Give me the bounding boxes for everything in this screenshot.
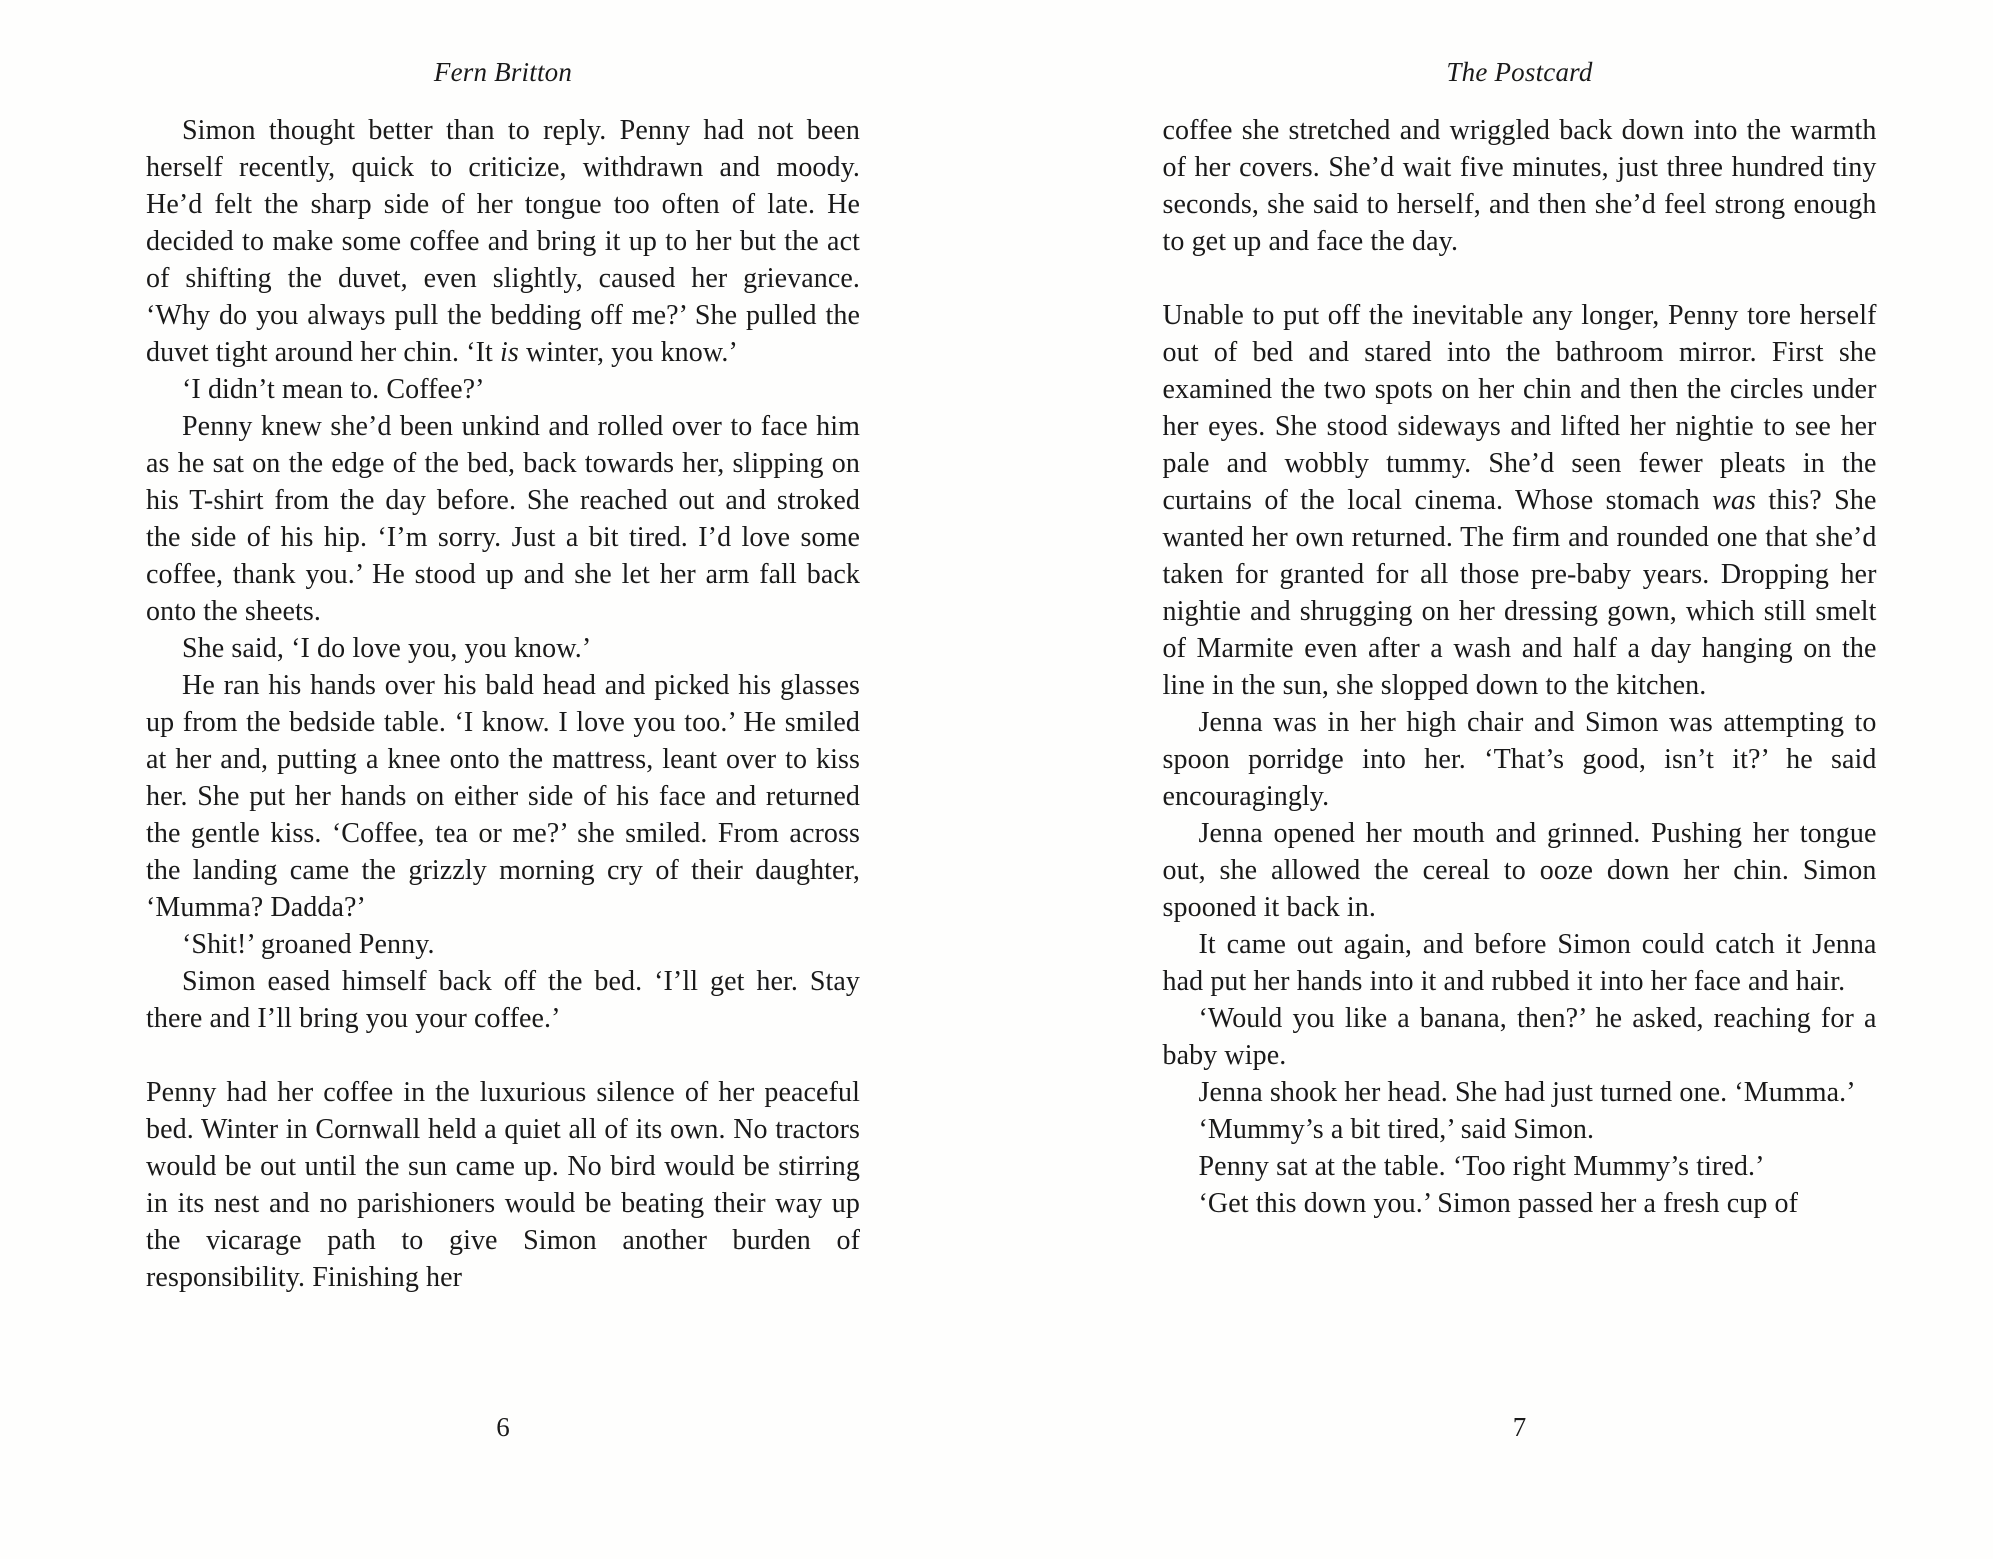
- paragraph: Penny knew she’d been unkind and rolled over to face him as he sat on the edge of the bed, back towards her, slipping on his T-shirt from the day before. She reached out and stroked the side of his hip. ‘I’m sorry. Just a bit tired. I’d love some coffee, thank you.’ He stood up and she let her arm fall back onto the sheets.: [146, 411, 860, 627]
- paragraph: Unable to put off the inevitable any longer, Penny tore herself out of bed and stared into the bathroom mirror. First she examined the two spots on her chin and then the circles under her eyes. She stood sideways and lifted her nightie to see her pale and wobbly tummy. She’d seen fewer pleats in the curtains of the local cinema. Whose stomach was this? She wanted her own returned. The firm and rounded one that she’d taken for granted for all those pre-baby years. Dropping her nightie and shrugging on her dressing gown, which still smelt of Marmite even after a wash and half a day hanging on the line in the sun, she slopped down to the kitchen.: [1162, 300, 1877, 701]
- page-number-right: 7: [1512, 1412, 1527, 1442]
- paragraph: It came out again, and before Simon could catch it Jenna had put her hands into it and rubbed it into her face and hair.: [1162, 929, 1877, 997]
- paragraph: Simon eased himself back off the bed. ‘I’ll get her. Stay there and I’ll bring you your coffee.’: [146, 966, 860, 1034]
- paragraph: He ran his hands over his bald head and picked his glasses up from the bedside table. ‘I know. I love you too.’ He smiled at her and, putting a knee onto the mattress, leant over to kiss her. She put her hands on either side of his face and returned the gentle kiss. ‘Coffee, tea or me?’ she smiled. From across the landing came the grizzly morning cry of their daughter, ‘Mumma? Dadda?’: [146, 670, 860, 923]
- paragraph: ‘Would you like a banana, then?’ he asked, reaching for a baby wipe.: [1162, 1003, 1877, 1071]
- paragraph: Penny sat at the table. ‘Too right Mummy’s tired.’: [1198, 1151, 1765, 1182]
- paragraph: Simon thought better than to reply. Penny had not been herself recently, quick to criticize, withdrawn and moody. He’d felt the sharp side of her tongue too often of late. He decided to make some coffee and bring it up to her but the act of shifting the duvet, even slightly, caused her grievance. ‘Why do you always pull the bedding off me?’ She pulled the duvet tight around her chin. ‘It is winter, you know.’: [146, 115, 860, 368]
- paragraph: Jenna opened her mouth and grinned. Pushing her tongue out, she allowed the cereal to ooze down her chin. Simon spooned it back in.: [1162, 818, 1877, 923]
- paragraph: ‘Get this down you.’ Simon passed her a fresh cup of: [1198, 1188, 1799, 1219]
- paragraph: ‘Mummy’s a bit tired,’ said Simon.: [1198, 1114, 1595, 1145]
- paragraph: coffee she stretched and wriggled back down into the warmth of her covers. She’d wait five minutes, just three hundred tiny seconds, she said to herself, and then she’d feel strong enough to get up and face the day.: [1162, 115, 1877, 257]
- paragraph: Penny had her coffee in the luxurious silence of her peaceful bed. Winter in Cornwall held a quiet all of its own. No tractors would be out until the sun came up. No bird would be stirring in its nest and no parishioners would be beating their way up the vicarage path to give Simon another burden of responsibility. Finishing her: [146, 1077, 860, 1293]
- paragraph: Jenna was in her high chair and Simon was attempting to spoon porridge into her. ‘That’s good, isn’t it?’ he said encouragingly.: [1162, 707, 1877, 812]
- running-header-author: Fern Britton: [433, 57, 573, 87]
- page-right: [997, 0, 1993, 1559]
- running-header-title: The Postcard: [1446, 57, 1593, 87]
- page-left-column: [146, 0, 860, 1559]
- paragraph: ‘I didn’t mean to. Coffee?’: [182, 374, 485, 405]
- page-number-left: 6: [496, 1412, 510, 1442]
- paragraph: She said, ‘I do love you, you know.’: [182, 633, 592, 664]
- body-text-right: [1163, 112, 1877, 1222]
- paragraph: ‘Shit!’ groaned Penny.: [182, 929, 435, 960]
- page-right-column: [1163, 0, 1877, 1559]
- body-text-left: [146, 112, 860, 1296]
- paragraph: Jenna shook her head. She had just turned one. ‘Mumma.’: [1198, 1077, 1856, 1108]
